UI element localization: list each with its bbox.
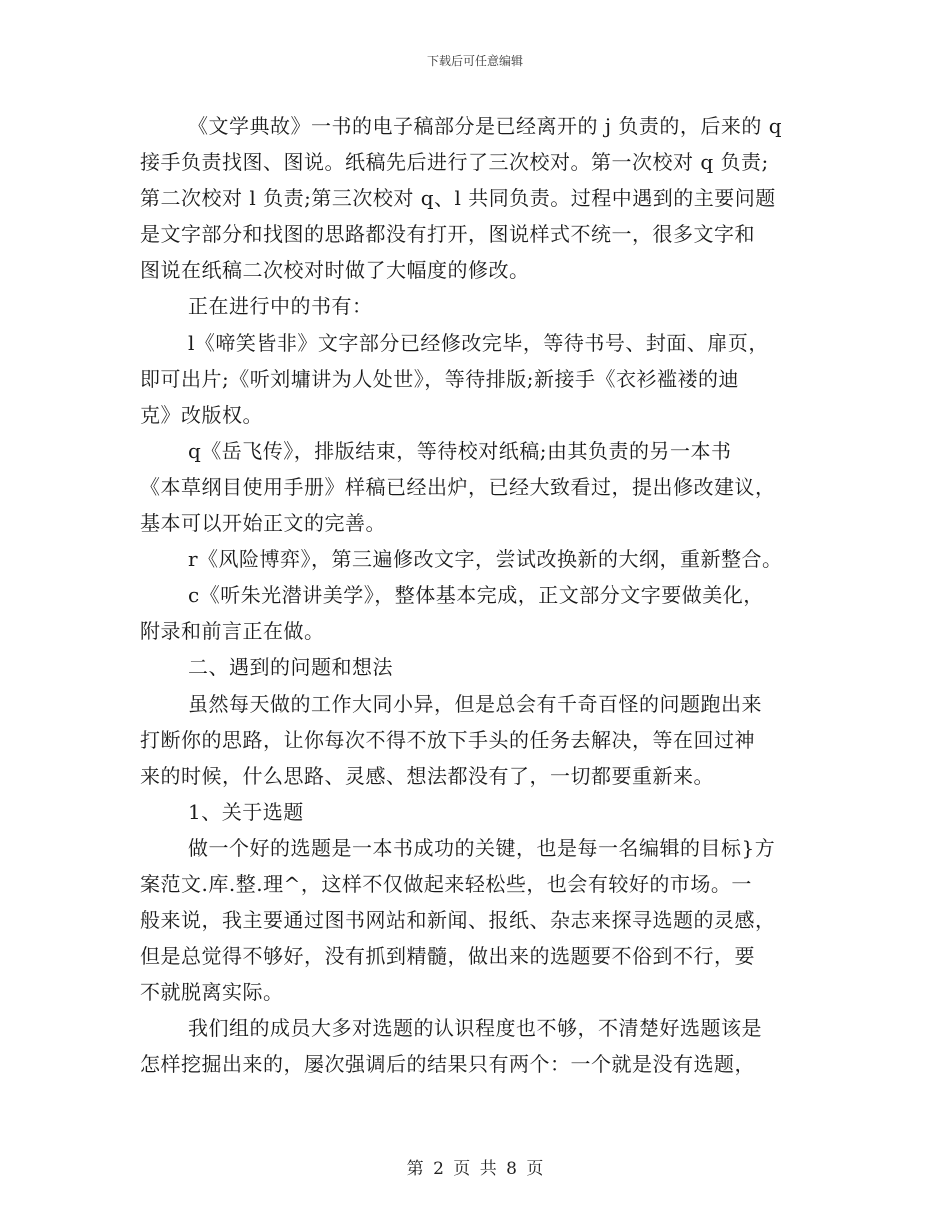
subsection-heading: 1、关于选题 [188, 799, 304, 824]
paragraph-line: 第二次校对 l 负责;第三次校对 q、l 共同负责。过程中遇到的主要问题 [140, 186, 776, 211]
document-body [140, 108, 820, 1083]
paragraph-line: 图说在纸稿二次校对时做了大幅度的修改。 [140, 258, 530, 283]
paragraph-line: l《啼笑皆非》文字部分已经修改完毕，等待书号、封面、扉页， [188, 330, 769, 355]
page-header: 下载后可任意编辑 [426, 54, 523, 68]
paragraph-line: c《听朱光潜讲美学》，整体基本完成，正文部分文字要做美化， [188, 583, 764, 608]
paragraph-line: 是文字部分和找图的思路都没有打开，图说样式不统一，很多文字和 [140, 222, 755, 247]
paragraph-line: 但是总觉得不够好，没有抓到精髓，做出来的选题要不俗到不行，要 [140, 944, 755, 969]
paragraph-line: 即可出片;《听刘墉讲为人处世》，等待排版;新接手《衣衫褴褛的迪 [140, 366, 739, 391]
paragraph-line: 附录和前言正在做。 [140, 619, 325, 644]
paragraph-line: 基本可以开始正文的完善。 [140, 511, 386, 536]
paragraph-line: 虽然每天做的工作大同小异，但是总会有千奇百怪的问题跑出来 [188, 691, 762, 716]
paragraph-line: 接手负责找图、图说。纸稿先后进行了三次校对。第一次校对 q 负责; [140, 150, 769, 175]
paragraph-line: q《岳飞传》，排版结束，等待校对纸稿;由其负责的另一本书 [188, 438, 732, 463]
page-number: 第 2 页 共 8 页 [406, 1159, 544, 1179]
paragraph-line: 怎样挖掘出来的，屡次强调后的结果只有两个：一个就是没有选题， [140, 1052, 755, 1077]
paragraph-line: 我们组的成员大多对选题的认识程度也不够，不清楚好选题该是 [188, 1016, 762, 1041]
section-heading: 二、遇到的问题和想法 [188, 655, 393, 680]
paragraph-line: 来的时候，什么思路、灵感、想法都没有了，一切都要重新来。 [140, 763, 714, 788]
paragraph-line: 打断你的思路，让你每次不得不放下手头的任务去解决，等在回过神 [140, 727, 755, 752]
paragraph-line: 案范文.库.整.理^，这样不仅做起来轻松些，也会有较好的市场。一 [140, 871, 752, 896]
paragraph-line: 不就脱离实际。 [140, 980, 284, 1005]
paragraph-line: 《文学典故》一书的电子稿部分是已经离开的 j 负责的，后来的 q [188, 114, 783, 138]
paragraph-line: 《本草纲目使用手册》样稿已经出炉，已经大致看过，提出修改建议， [140, 474, 776, 499]
paragraph-line: 克》改版权。 [140, 402, 263, 427]
paragraph-line: 般来说，我主要通过图书网站和新闻、报纸、杂志来探寻选题的灵感， [140, 908, 776, 933]
paragraph-line: r《风险博弈》，第三遍修改文字，尝试改换新的大纲，重新整合。 [188, 547, 783, 572]
paragraph-line: 正在进行中的书有： [188, 294, 373, 319]
paragraph-line: 做一个好的选题是一本书成功的关键，也是每一名编辑的目标}方 [188, 835, 776, 860]
